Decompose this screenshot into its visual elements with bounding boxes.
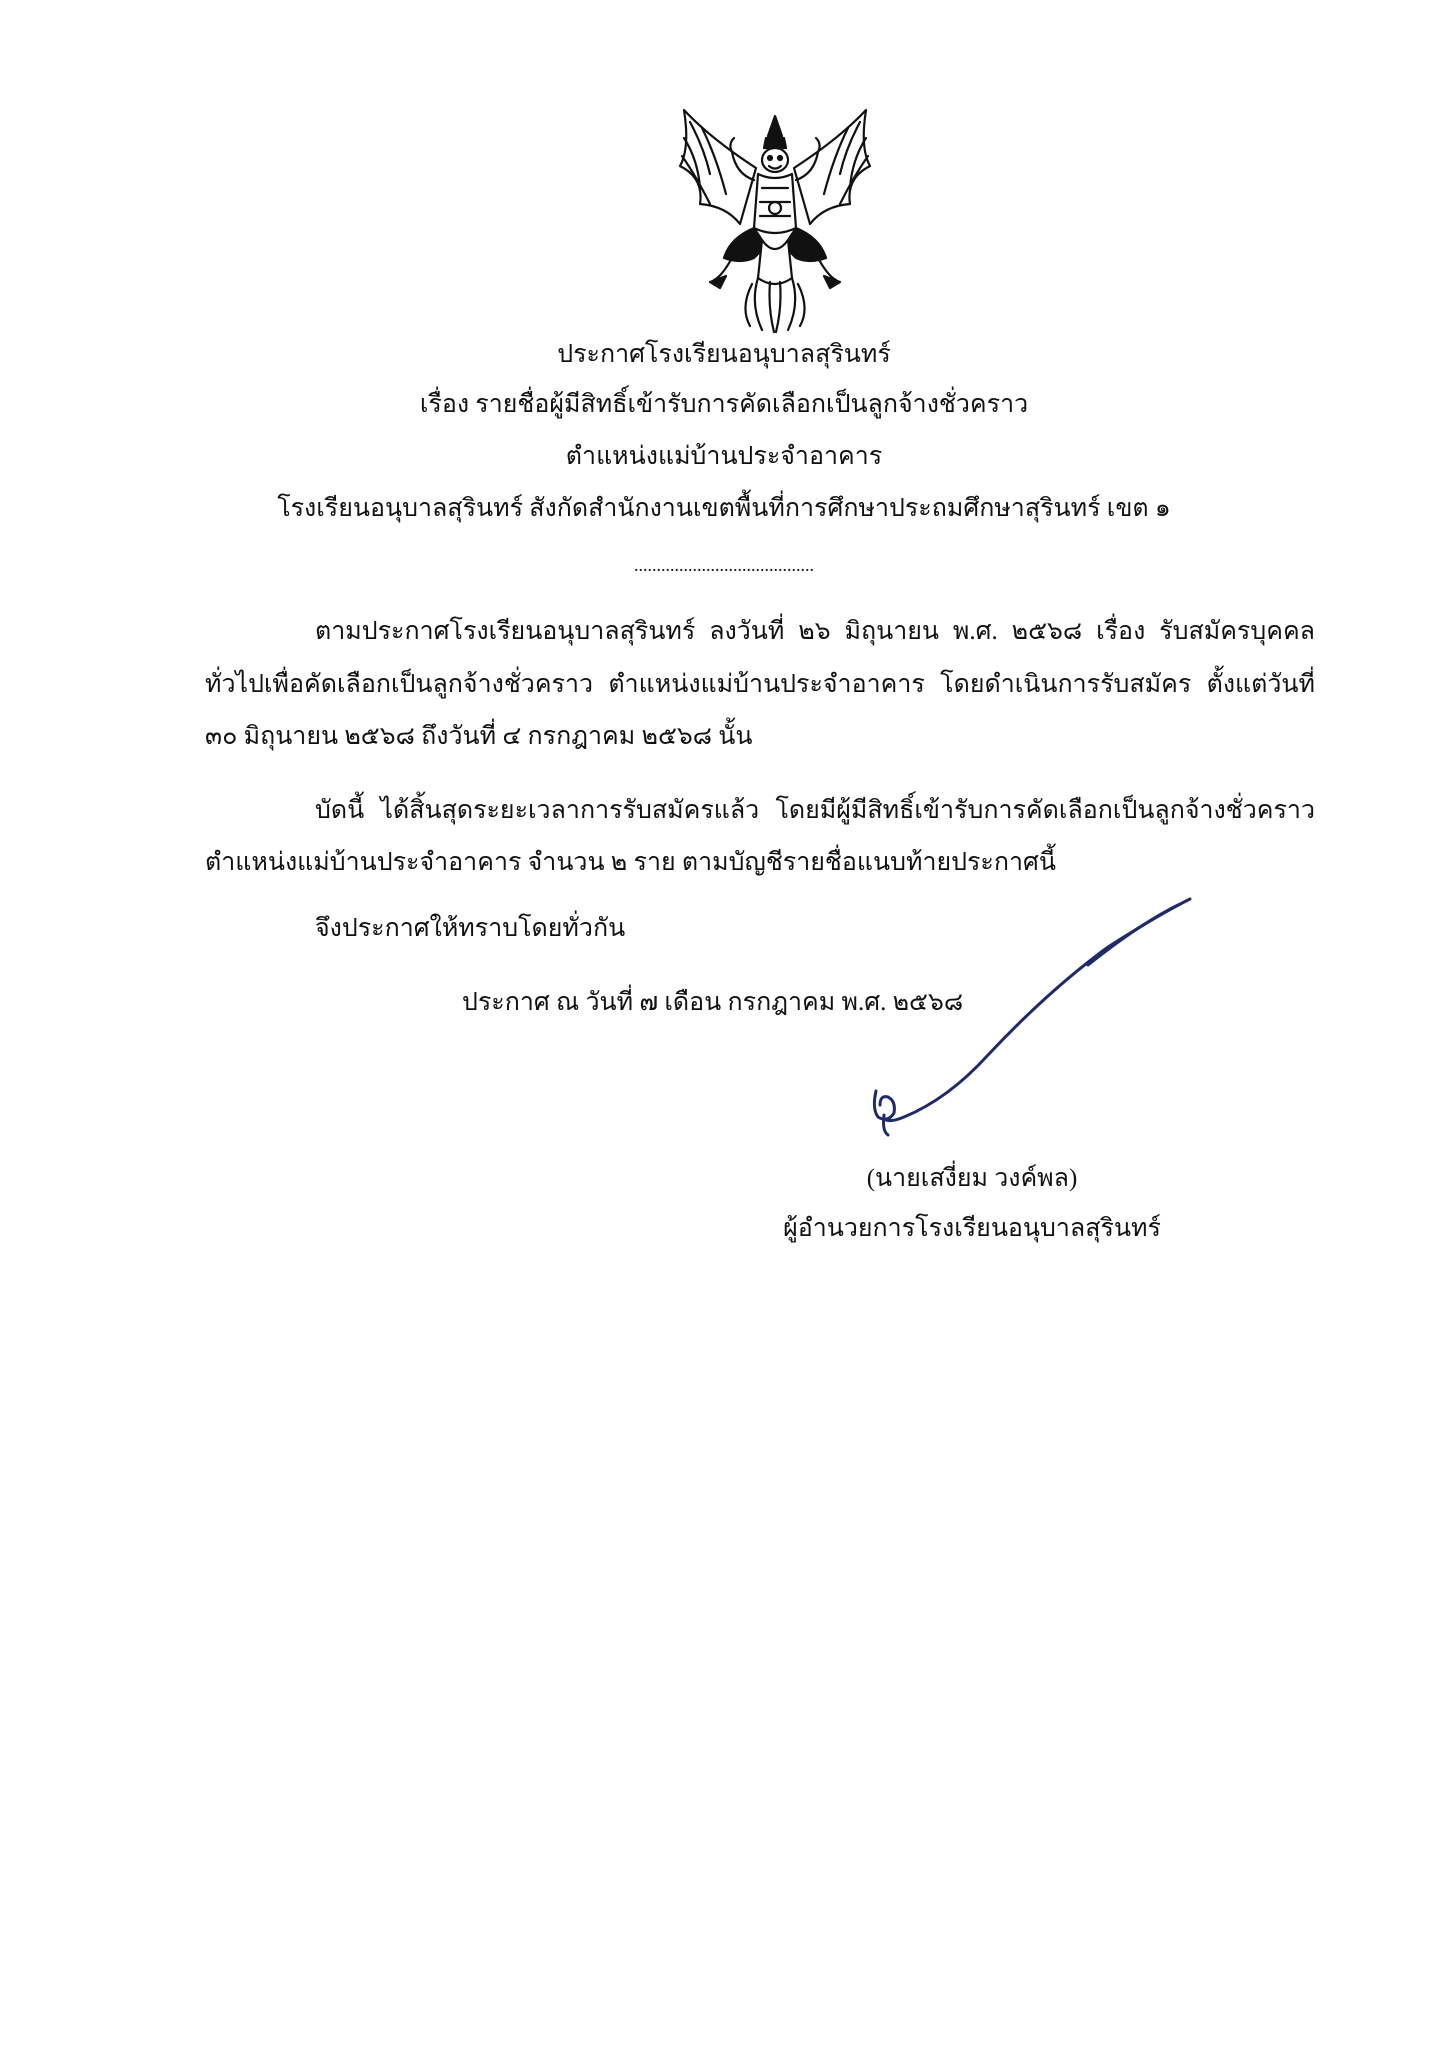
announcement-title: ประกาศโรงเรียนอนุบาลสุรินทร์: [557, 341, 891, 368]
paragraph-1-line-3: ๓๐ มิถุนายน ๒๕๖๘ ถึงวันที่ ๔ กรกฎาคม ๒๕๖๘ นั้น: [205, 723, 753, 750]
garuda-emblem-icon: [670, 108, 880, 334]
paragraph-2-line-2: ตำแหน่งแม่บ้านประจำอาคาร จำนวน ๒ ราย ตามบัญชีรายชื่อแนบท้ายประกาศนี้: [205, 849, 1056, 876]
signatory-position: ผู้อำนวยการโรงเรียนอนุบาลสุรินทร์: [783, 1215, 1161, 1242]
paragraph-2-line-1: บัดนี้ ได้สิ้นสุดระยะเวลาการรับสมัครแล้ว โดยมีผู้มีสิทธิ์เข้ารับการคัดเลือกเป็นลูกจ้างชั่วคราว: [315, 797, 1315, 824]
separator-dots: ........................................: [634, 555, 814, 575]
handwritten-signature: [858, 895, 1198, 1157]
announcement-date: ประกาศ ณ วันที่ ๗ เดือน กรกฎาคม พ.ศ. ๒๕๖๘: [462, 989, 964, 1016]
closing-statement: จึงประกาศให้ทราบโดยทั่วกัน: [315, 915, 626, 942]
paragraph-1-line-1: ตามประกาศโรงเรียนอนุบาลสุรินทร์ ลงวันที่ ๒๖ มิถุนายน พ.ศ. ๒๕๖๘ เรื่อง รับสมัครบุคคล: [315, 618, 1315, 645]
paragraph-1-line-2: ทั่วไปเพื่อคัดเลือกเป็นลูกจ้างชั่วคราว ตำแหน่งแม่บ้านประจำอาคาร โดยดำเนินการรับสมัคร ตั้งแต่วันที่: [205, 671, 1315, 698]
signatory-name: (นายเสงี่ยม วงค์พล): [866, 1165, 1078, 1192]
announcement-affiliation: โรงเรียนอนุบาลสุรินทร์ สังกัดสำนักงานเขตพื้นที่การศึกษาประถมศึกษาสุรินทร์ เขต ๑: [277, 495, 1171, 522]
announcement-position: ตำแหน่งแม่บ้านประจำอาคาร: [565, 443, 883, 470]
announcement-subject: เรื่อง รายชื่อผู้มีสิทธิ์เข้ารับการคัดเลือกเป็นลูกจ้างชั่วคราว: [419, 391, 1029, 418]
